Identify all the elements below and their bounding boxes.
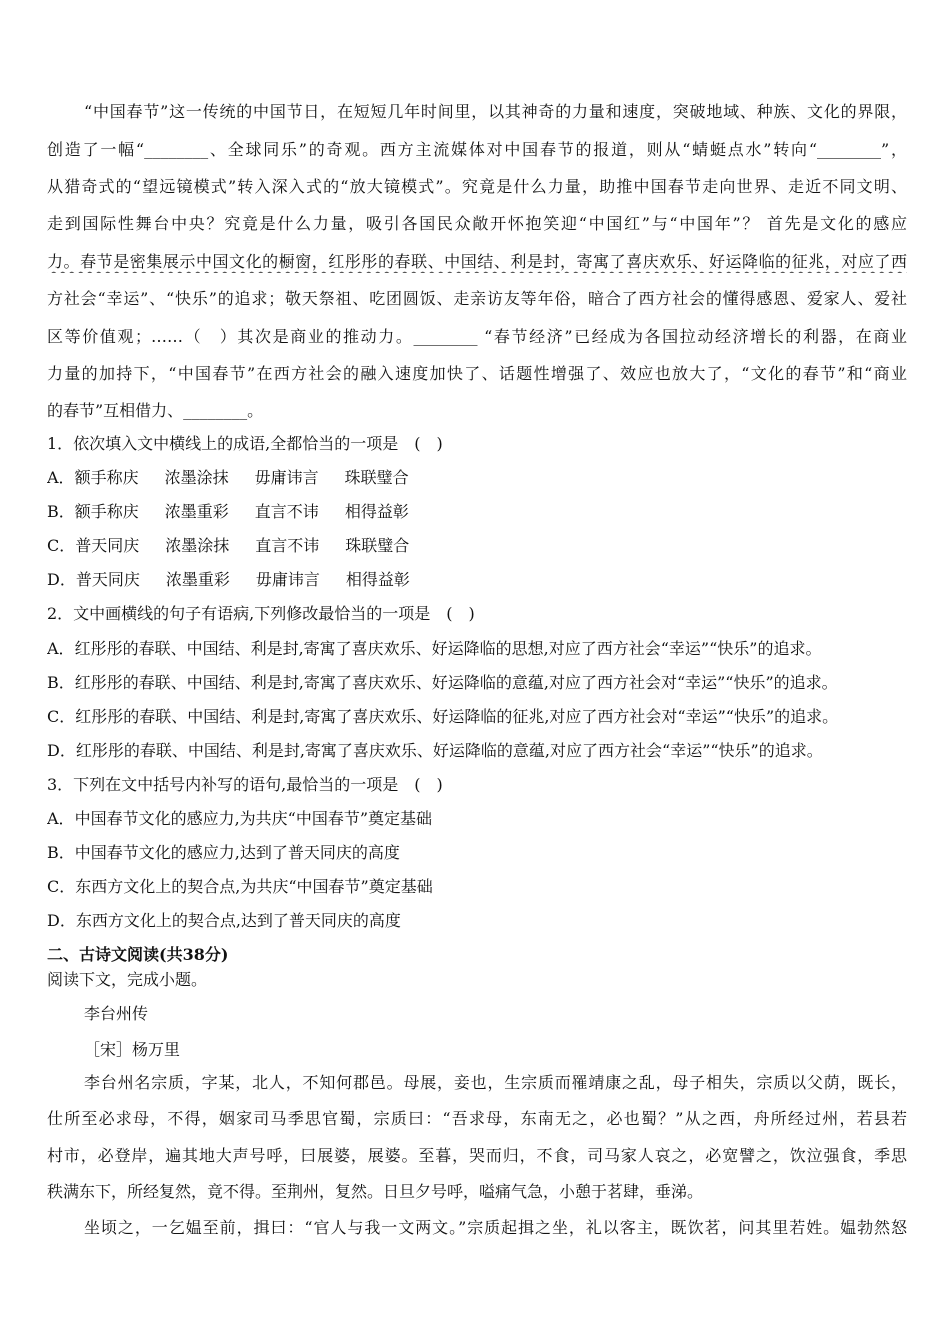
option-item: 浓墨重彩 bbox=[165, 570, 230, 589]
option-label: B． bbox=[47, 673, 75, 692]
question-1-option-c bbox=[47, 535, 907, 557]
passage-line-6: 方社会“幸运”、“快乐”的追求；敬天祭祖、吃团圆饭、走亲访友等年俗，暗合了西方社会的懂得感恩、爱家人、爱社 bbox=[47, 289, 907, 308]
question-1-stem: 1．依次填入文中横线上的成语,全都恰当的一项是 ( ) bbox=[47, 434, 443, 453]
option-item: 普天同庆 bbox=[75, 570, 140, 589]
option-item: 浓墨涂抹 bbox=[165, 536, 230, 555]
question-3-option-c bbox=[47, 876, 907, 898]
section-instruction: 阅读下文，完成小题。 bbox=[47, 970, 208, 989]
section-heading: 二、古诗文阅读(共38分) bbox=[47, 945, 229, 964]
option-item: 额手称庆 bbox=[74, 502, 139, 521]
option-label: B． bbox=[47, 502, 75, 521]
option-text: 红彤彤的春联、中国结、利是封,寄寓了喜庆欢乐、好运降临的征兆,对应了西方社会对“幸运”“快乐”的追求。 bbox=[75, 707, 839, 726]
classical-text-title: 李台州传 bbox=[84, 1004, 149, 1023]
classical-line-1: 李台州名宗质，字某，北人，不知何郡邑。母展，妾也，生宗质而罹靖康之乱，母子相失，宗质以父荫，既长， bbox=[84, 1073, 907, 1092]
question-2-option-c bbox=[47, 706, 907, 728]
option-label: A． bbox=[47, 639, 75, 658]
option-item: 相得益彰 bbox=[344, 502, 409, 521]
question-3-stem: 3．下列在文中括号内补写的语句,最恰当的一项是 ( ) bbox=[47, 775, 443, 794]
option-label: B． bbox=[47, 843, 75, 862]
passage-line-2: 创造了一幅“________、全球同乐”的奇观。西方主流媒体对中国春节的报道，则从“蜻蜓点水”转向“________”， bbox=[47, 140, 907, 159]
option-item: 毋庸讳言 bbox=[254, 468, 319, 487]
classical-line-5: 坐顷之，一乞媪至前，揖曰：“官人与我一文两文。”宗质起揖之坐，礼以客主，既饮茗，问其里若姓。媪勃然怒 bbox=[84, 1218, 907, 1237]
question-3-option-a bbox=[47, 808, 907, 830]
option-item: 浓墨涂抹 bbox=[164, 468, 229, 487]
classical-line-4: 秩满东下，所经复然，竟不得。至荆州，复然。日旦夕号呼，嗌痛气急，小憩于茗肆，垂涕。 bbox=[47, 1182, 704, 1201]
option-label: C． bbox=[47, 877, 76, 896]
option-item: 直言不讳 bbox=[255, 536, 320, 555]
question-3-option-b bbox=[47, 842, 907, 864]
question-1-option-b bbox=[47, 501, 907, 523]
option-text: 中国春节文化的感应力,达到了普天同庆的高度 bbox=[74, 843, 400, 862]
option-label: C． bbox=[47, 707, 76, 726]
question-2-option-a bbox=[47, 638, 907, 660]
question-2-option-d bbox=[47, 740, 907, 762]
option-text: 红彤彤的春联、中国结、利是封,寄寓了喜庆欢乐、好运降临的意蕴,对应了西方社会对“幸运”“快乐”的追求。 bbox=[74, 673, 838, 692]
option-label: D． bbox=[47, 911, 76, 930]
passage-line-8: 力量的加持下，“中国春节”在西方社会的融入速度加快了、话题性增强了、效应也放大了，“文化的春节”和“商业 bbox=[47, 364, 907, 383]
classical-line-2: 仕所至必求母，不得，姻家司马季思官蜀，宗质曰：“吾求母，东南无之，必也蜀？”从之西，舟所经过州，若县若 bbox=[47, 1109, 907, 1128]
option-text: 红彤彤的春联、中国结、利是封,寄寓了喜庆欢乐、好运降临的意蕴,对应了西方社会“幸运”“快乐”的追求。 bbox=[75, 741, 823, 760]
option-item: 珠联璧合 bbox=[345, 536, 410, 555]
option-text: 中国春节文化的感应力,为共庆“中国春节”奠定基础 bbox=[74, 809, 433, 828]
passage-line-7: 区等价值观；……（ ）其次是商业的推动力。________ “春节经济”已经成为各国拉动经济增长的利器，在商业 bbox=[47, 327, 907, 346]
passage-line-3: 从猎奇式的“望远镜模式”转入深入式的“放大镜模式”。究竟是什么力量，助推中国春节走向世界、走近不同文明、 bbox=[47, 177, 907, 196]
passage-line-5: 力。春节是密集展示中国文化的橱窗，红彤彤的春联、中国结、利是封，寄寓了喜庆欢乐、好运降临的征兆，对应了西 bbox=[47, 252, 907, 271]
option-label: A． bbox=[47, 809, 75, 828]
option-label: C． bbox=[47, 536, 76, 555]
question-1-option-a bbox=[47, 467, 907, 489]
option-text: 东西方文化上的契合点,为共庆“中国春节”奠定基础 bbox=[75, 877, 433, 896]
option-item: 相得益彰 bbox=[345, 570, 410, 589]
option-label: D． bbox=[47, 741, 76, 760]
option-label: D． bbox=[47, 570, 76, 589]
option-item: 毋庸讳言 bbox=[255, 570, 320, 589]
option-item: 普天同庆 bbox=[75, 536, 140, 555]
passage-line-9: 的春节”互相借力、________。 bbox=[47, 401, 264, 420]
passage-line-4: 走到国际性舞台中央？究竟是什么力量，吸引各国民众敞开怀抱笑迎“中国红”与“中国年”？ 首先是文化的感应 bbox=[47, 214, 907, 233]
question-2-option-b bbox=[47, 672, 907, 694]
classical-text-author: ［宋］杨万里 bbox=[84, 1040, 181, 1059]
question-1-option-d bbox=[47, 569, 907, 591]
option-item: 直言不讳 bbox=[254, 502, 319, 521]
question-2-stem: 2．文中画横线的句子有语病,下列修改最恰当的一项是 ( ) bbox=[47, 604, 475, 623]
option-item: 浓墨重彩 bbox=[164, 502, 229, 521]
option-item: 珠联璧合 bbox=[344, 468, 409, 487]
option-label: A． bbox=[47, 468, 75, 487]
passage-line-1: “中国春节”这一传统的中国节日，在短短几年时间里，以其神奇的力量和速度，突破地域、种族、文化的界限， bbox=[84, 102, 907, 121]
option-item: 额手称庆 bbox=[74, 468, 139, 487]
question-3-option-d bbox=[47, 910, 907, 932]
option-text: 东西方文化上的契合点,达到了普天同庆的高度 bbox=[75, 911, 401, 930]
option-text: 红彤彤的春联、中国结、利是封,寄寓了喜庆欢乐、好运降临的思想,对应了西方社会“幸运”“快乐”的追求。 bbox=[74, 639, 822, 658]
classical-line-3: 村市，必登岸，遍其地大声号呼，曰展婆，展婆。至暮，哭而归，不食，司马家人哀之，必宽譬之，饮泣强食，季思 bbox=[47, 1146, 907, 1165]
